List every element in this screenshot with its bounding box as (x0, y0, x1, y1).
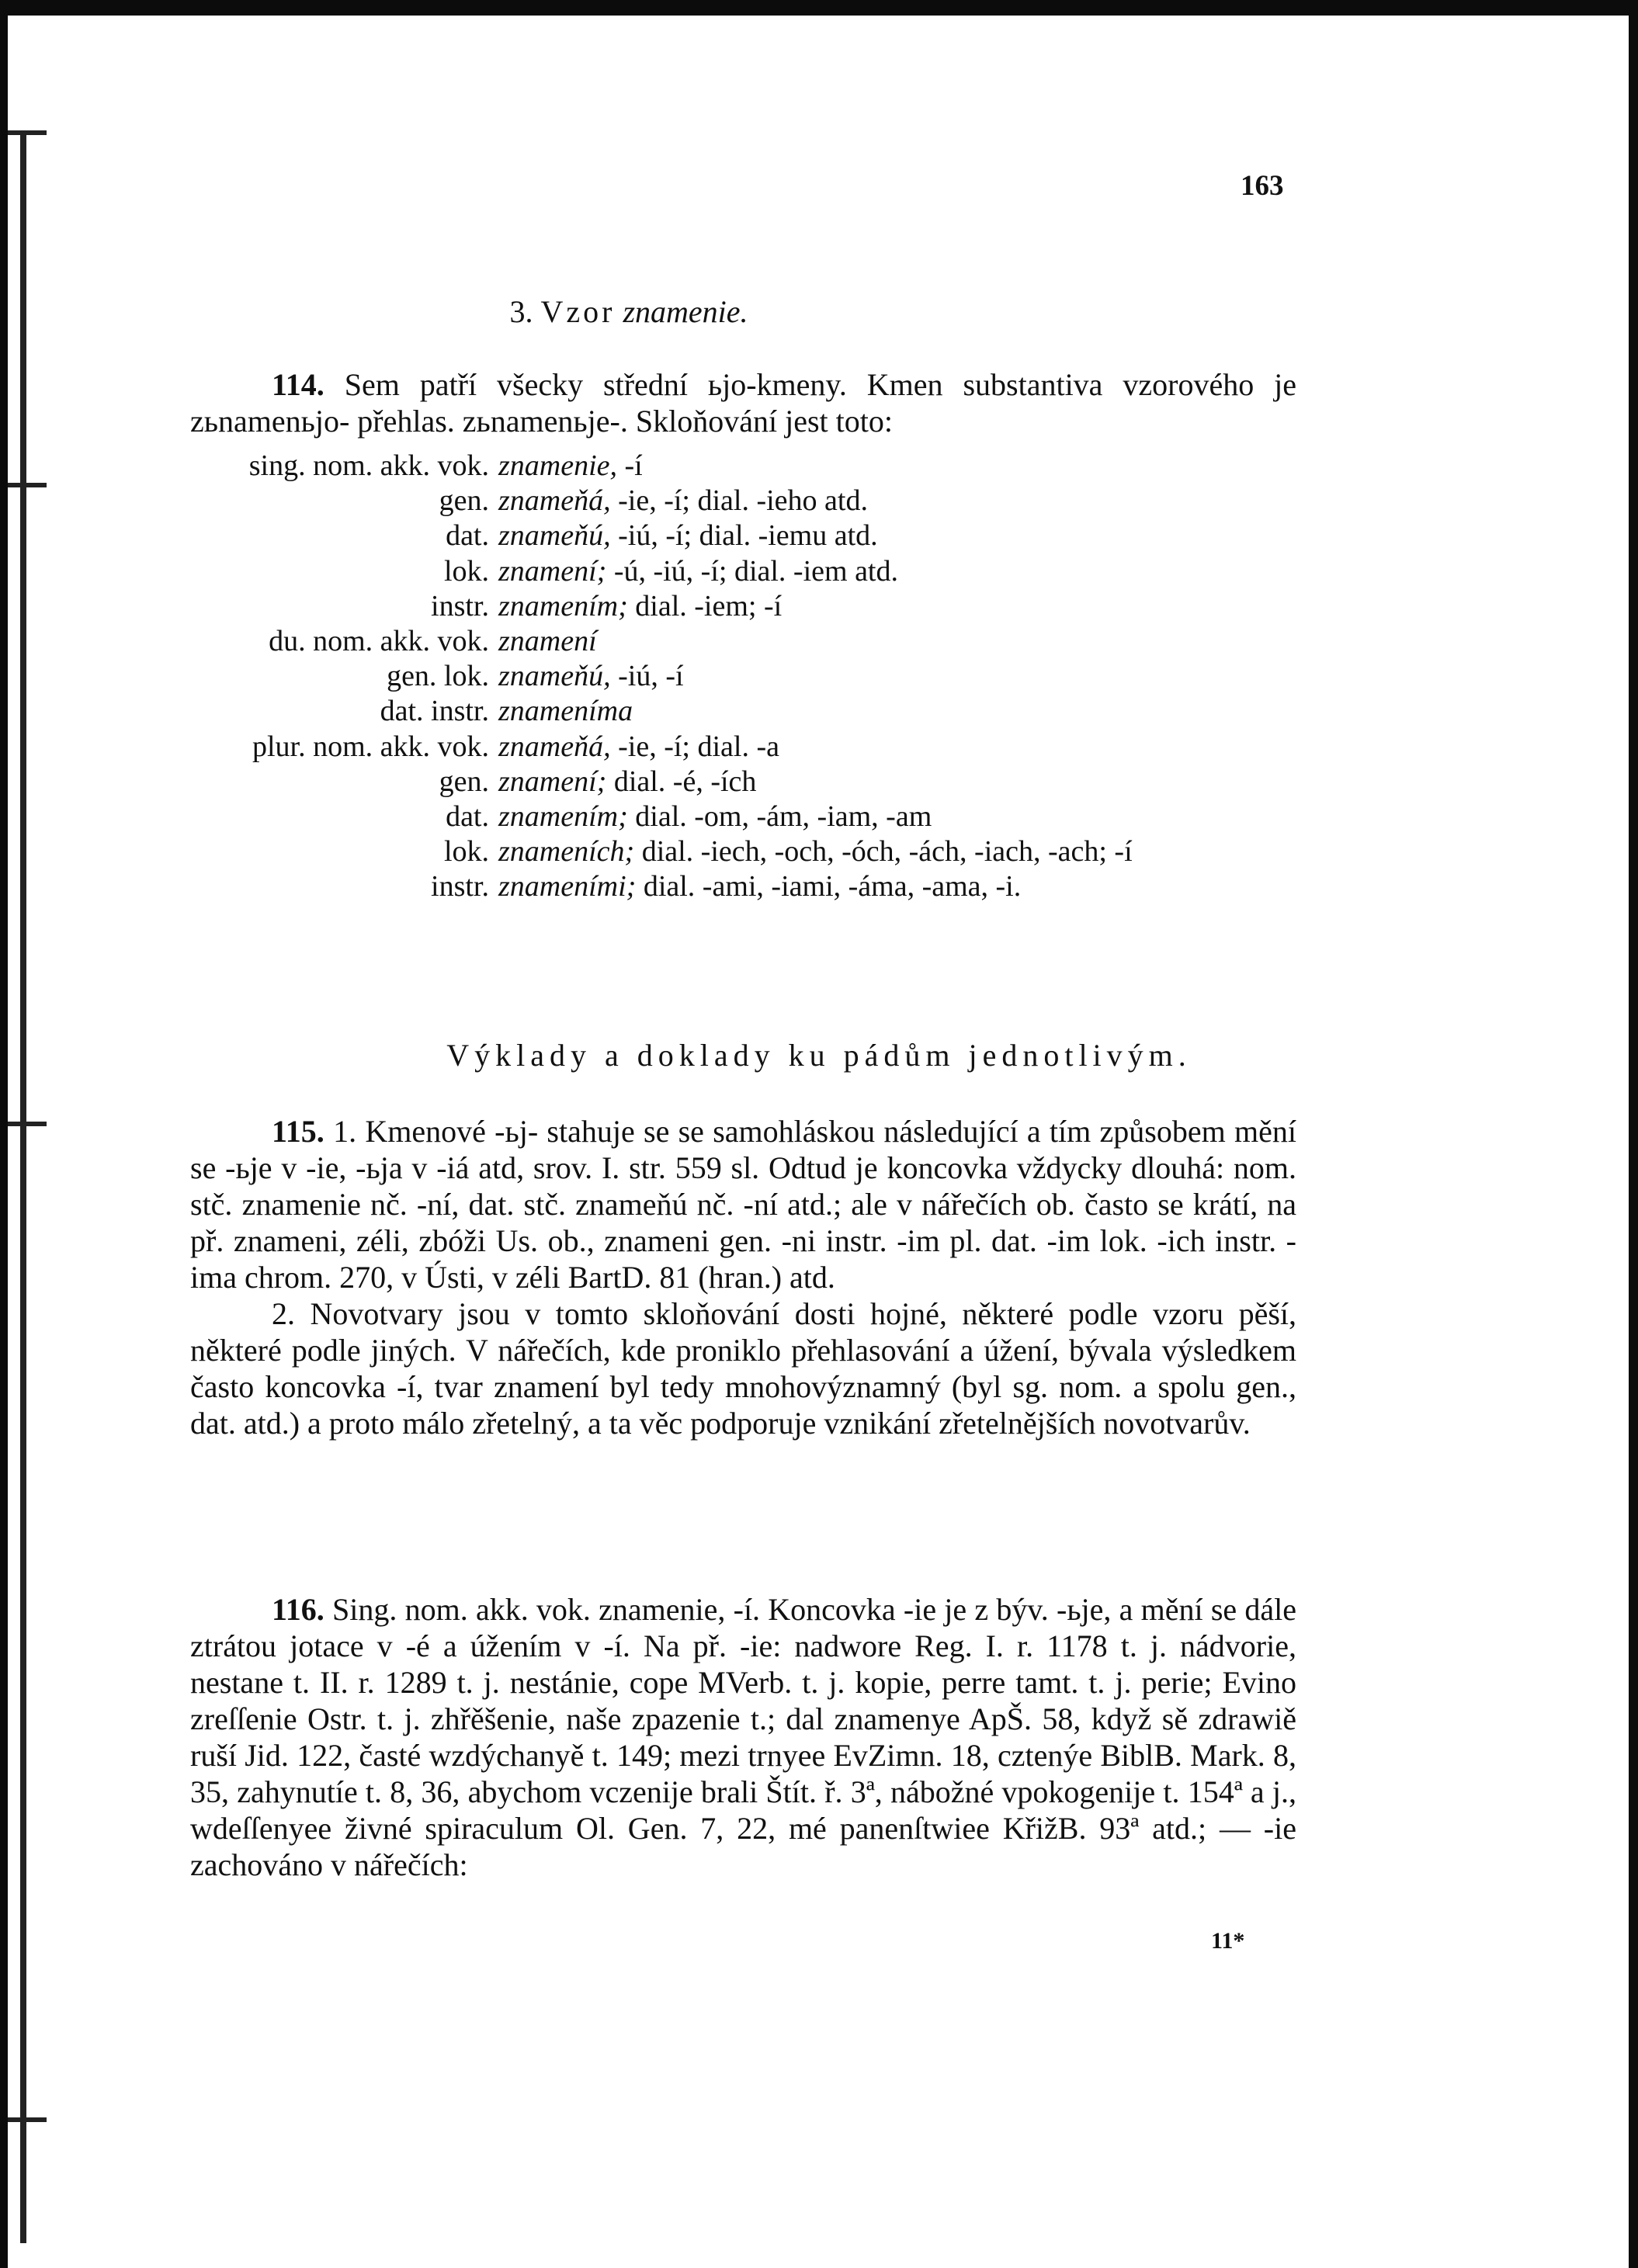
case-form-word: znamením; (498, 799, 628, 833)
case-form-variants: dial. -é, -ích (606, 765, 757, 798)
case-label: du. nom. akk. vok. (269, 624, 489, 657)
declension-row (179, 765, 1304, 799)
paragraph-text: Sem patří všecky střední ьjo-kmeny. Kmen substantiva vzorového je zьnamenьjo- přehlas. zьnamenьje-. Skloňování jest toto: (190, 367, 1297, 439)
subheading: Výklady a doklady ku pádům jednotlivým. (446, 1038, 1192, 1073)
case-label: dat. instr. (380, 695, 489, 728)
paragraph-text: 1. Kmenové -ьj- stahuje se se samohláskou následující a tím způsobem mění se -ьje v -ie, -ьja v -iá atd, srov. I. str. 559 sl. Odtud je koncovka vždycky dlouhá: nom. stč. znamenie nč. -ní, dat. stč. znameňú nč. -ní atd.; ale v nářečích ob. často se krátí, na př. znameni, zéli, zbóži Us. ob., znameni gen. -ni instr. -im pl. dat. -im lok. -ich instr. -ima chrom. 270, v Ústi, v zéli BartD. 81 (hran.) atd. (190, 1114, 1296, 1295)
case-form-variants: dial. -iech, -och, -óch, -ách, -iach, -ach; -í (634, 835, 1133, 869)
case-forms (498, 518, 1304, 553)
case-forms (498, 624, 1304, 659)
case-label: lok. (443, 835, 489, 869)
printer-signature: 11* (1211, 1928, 1245, 1954)
case-label: dat. (446, 519, 489, 553)
case-forms (498, 554, 1304, 589)
declension-row (179, 589, 1304, 624)
declension-row (179, 449, 1304, 484)
case-form-variants: dial. -om, -ám, -iam, -am (627, 799, 932, 833)
case-form-word: znamením; (498, 589, 628, 622)
case-form-word: znamení; (498, 554, 607, 588)
section-heading-word: znamenie. (623, 294, 748, 329)
case-form-variants: -iú, -í; dial. -iemu atd. (610, 519, 878, 553)
scan-left-border (0, 0, 8, 2268)
case-form-word: znamení (498, 624, 597, 657)
paragraph-115 (190, 1113, 1296, 1441)
declension-row (179, 834, 1304, 869)
binding-tick (8, 1122, 47, 1126)
case-form-variants: dial. -iem; -í (627, 589, 783, 622)
case-forms (498, 694, 1304, 729)
declension-row (179, 659, 1304, 694)
case-form-word: znamenie, (498, 449, 618, 482)
case-label: instr. (431, 589, 489, 622)
case-form-variants: -ie, -í; dial. -ieho atd. (610, 484, 868, 518)
case-forms (498, 799, 1304, 834)
declension-row (179, 518, 1304, 553)
case-form-variants: -í (617, 449, 643, 482)
section-heading (0, 293, 1258, 330)
case-form-word: znameňá, (498, 730, 611, 763)
case-label: gen. (439, 484, 489, 518)
case-forms (498, 834, 1304, 869)
case-forms (498, 659, 1304, 694)
declension-row (179, 799, 1304, 834)
section-heading-label: Vzor (540, 294, 616, 329)
case-form-word: znameními; (498, 870, 637, 903)
section-number: 115. (272, 1114, 324, 1149)
paragraph-114 (190, 366, 1296, 439)
case-label: gen. lok. (387, 660, 489, 693)
scan-top-border (0, 0, 1638, 16)
declension-row (179, 869, 1304, 904)
declension-row (179, 694, 1304, 729)
case-form-variants: dial. -ami, -iami, -áma, -ama, -i. (636, 870, 1022, 903)
declension-table (179, 449, 1304, 904)
binding-tick (8, 130, 47, 135)
case-forms (498, 449, 1304, 484)
case-label: sing. nom. akk. vok. (248, 449, 489, 482)
page-number: 163 (1241, 170, 1284, 202)
case-forms (498, 484, 1304, 518)
declension-row (179, 730, 1304, 765)
paragraph-text: Sing. nom. akk. vok. znamenie, -í. Koncovka -ie je z býv. -ьje, a mění se dále ztrátou jotace v -é a úžením v -í. Na př. -ie: nadwore Reg. I. r. 1178 t. j. nádvorie, nestane t. II. r. 1289 t. j. nestánie, cope MVerb. t. j. kopie, perre tamt. t. j. perie; Evino zreſſenie Ostr. t. j. zhřěšenie, naše zpazenie t.; dal znamenye ApŠ. 58, když sě zdrawiě ruší Jid. 122, časté wzdýchanyě t. 149; mezi trnyee EvZimn. 18, cztenýe BiblB. Mark. 8, 35, zahynutíe t. 8, 36, abychom vczenije brali Štít. ř. 3ª, nábožné vpokogenije t. 154ª a j., wdeſſenyee živné spiraculum Ol. Gen. 7, 22, mé panenſtwiee KřižB. 93ª atd.; — -ie zachováno v nářečích: (190, 1592, 1296, 1882)
case-form-word: znameních; (498, 835, 635, 869)
case-forms (498, 869, 1304, 904)
case-label: instr. (431, 870, 489, 903)
paragraph-text: 2. Novotvary jsou v tomto skloňování dosti hojné, některé podle vzoru pěší, některé podle jiných. V nářečích, kde proniklo přehlasování a úžení, bývala výsledkem často koncovka -í, tvar znamení byl tedy mnohovýznamný (byl sg. nom. a spolu gen., dat. atd.) a proto málo zřetelný, a ta věc podporuje vznikání zřetelnějších novotvarův. (190, 1296, 1296, 1441)
case-form-variants: -ie, -í; dial. -a (610, 730, 779, 763)
case-form-word: znameníma (498, 695, 633, 728)
case-label: lok. (443, 554, 489, 588)
declension-row (179, 624, 1304, 659)
case-form-variants: -ú, -iú, -í; dial. -iem atd. (606, 554, 898, 588)
paragraph-116 (190, 1591, 1296, 1883)
scan-right-border (1629, 0, 1638, 2268)
case-label: plur. nom. akk. vok. (252, 730, 489, 763)
section-number: 116. (272, 1592, 324, 1627)
section-heading-prefix: 3. (509, 294, 541, 329)
case-forms (498, 730, 1304, 765)
case-label: dat. (446, 799, 489, 833)
binding-edge (20, 132, 26, 2243)
case-forms (498, 589, 1304, 624)
case-form-variants: -iú, -í (610, 660, 684, 693)
declension-row (179, 554, 1304, 589)
binding-tick (8, 483, 47, 487)
case-form-word: znameňá, (498, 484, 611, 518)
case-forms (498, 765, 1304, 799)
case-label: gen. (439, 765, 489, 798)
case-form-word: znamení; (498, 765, 607, 798)
case-form-word: znameňú, (498, 660, 611, 693)
declension-row (179, 484, 1304, 518)
section-number: 114. (272, 367, 324, 402)
binding-tick (8, 2117, 47, 2122)
case-form-word: znameňú, (498, 519, 611, 553)
